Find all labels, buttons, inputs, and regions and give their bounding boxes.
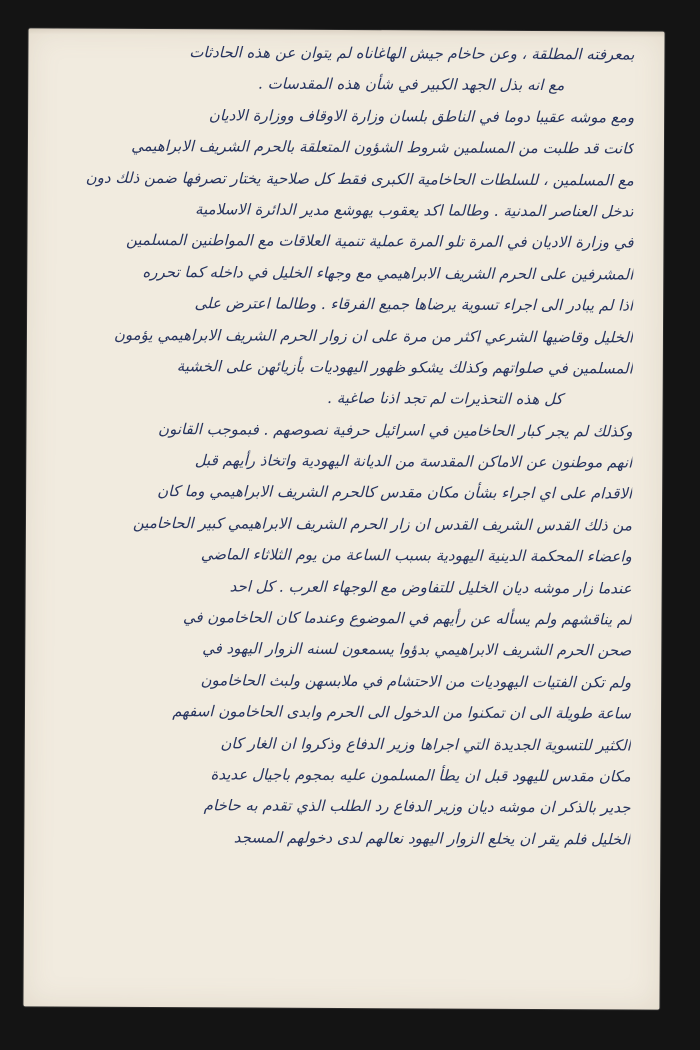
text-line: الاقدام على اي اجراء بشأن مكان مقدس كالحرم الشريف الابراهيمي وما كان bbox=[157, 482, 633, 503]
text-line: اذا لم يبادر الى اجراء تسوية يرضاها جميع الفرقاء . وطالما اعترض على bbox=[194, 294, 634, 315]
text-line: صحن الحرم الشريف الابراهيمي بدؤوا يسمعون لسنه الزوار اليهود في bbox=[202, 639, 632, 660]
text-line: عندما زار موشه ديان الخليل للتفاوض مع الوجهاء العرب . كل احد bbox=[229, 577, 632, 598]
text-line: لم يناقشهم ولم يسأله عن رأيهم في الموضوع وعندما كان الحاخامون في bbox=[182, 608, 632, 629]
text-line: انهم موطنون عن الاماكن المقدسة من الديانة اليهودية واتخاذ رأيهم قبل bbox=[194, 451, 633, 472]
paper-sheet bbox=[23, 28, 664, 1009]
text-line: المسلمين في صلواتهم وكذلك يشكو ظهور اليهوديات بأزيائهن على الخشية bbox=[176, 357, 633, 378]
text-line: مكان مقدس لليهود قبل ان يطأ المسلمون عليه بمجوم باجيال عديدة bbox=[210, 765, 631, 786]
text-line: المشرفين على الحرم الشريف الابراهيمي مع وجهاء الخليل في داخله كما تحرره bbox=[142, 262, 634, 284]
text-line: الكثير للتسوية الجديدة التي اجراها وزير الدفاع وذكروا ان الغار كان bbox=[220, 733, 631, 755]
text-line: وكذلك لم يجر كبار الحاخامين في اسرائيل حرفية نصوصهم . فبموجب القانون bbox=[158, 419, 633, 441]
text-line: ومع موشه عقيبا دوما في الناطق بلسان وزارة الاوقاف ووزارة الاديان bbox=[208, 106, 635, 127]
handwritten-text-block bbox=[58, 37, 634, 856]
text-line: ولم تكن الفتيات اليهوديات من الاحتشام في ملابسهن ولبث الحاخامون bbox=[200, 671, 632, 692]
text-line: بمعرفته المطلقة ، وعن حاخام جيش الهاغاناه لم يتوان عن هذه الحادثات bbox=[189, 43, 635, 64]
text-line: كل هذه التحذيرات لم تجد اذنا صاغية . bbox=[327, 389, 563, 409]
text-line: ساعة طويلة الى ان تمكنوا من الدخول الى الحرم وابدى الحاخامون اسفهم bbox=[172, 702, 632, 723]
text-line: تدخل العناصر المدنية . وطالما اكد يعقوب يهوشع مدير الدائرة الاسلامية bbox=[195, 200, 634, 221]
text-line: واعضاء المحكمة الدينية اليهودية بسبب الساعة من يوم الثلاثاء الماضي bbox=[200, 545, 632, 566]
text-line: من ذلك القدس الشريف القدس ان زار الحرم الشريف الابراهيمي كبير الحاخامين bbox=[132, 513, 633, 535]
text-line: في وزارة الاديان في المرة تلو المرة عملية تنمية العلاقات مع المواطنين المسلمين bbox=[125, 231, 634, 252]
text-line: جدير بالذكر ان موشه ديان وزير الدفاع رد الطلب الذي تقدم به حاخام bbox=[203, 796, 631, 817]
text-line: الخليل فلم يقر ان يخلع الزوار اليهود نعالهم لدى دخولهم المسجد bbox=[233, 828, 631, 849]
text-line: الخليل وقاضيها الشرعي اكثر من مرة على ان زوار الحرم الشريف الابراهيمي يؤمون bbox=[113, 325, 634, 347]
text-line: مع انه بذل الجهد الكبير في شأن هذه المقدسات . bbox=[258, 74, 565, 95]
text-line: مع المسلمين ، للسلطات الحاخامية الكبرى فقط كل صلاحية يختار تصرفها ضمن ذلك دون bbox=[85, 168, 634, 190]
text-line: كانت قد طلبت من المسلمين شروط الشؤون المتعلقة بالحرم الشريف الابراهيمي bbox=[131, 137, 634, 158]
